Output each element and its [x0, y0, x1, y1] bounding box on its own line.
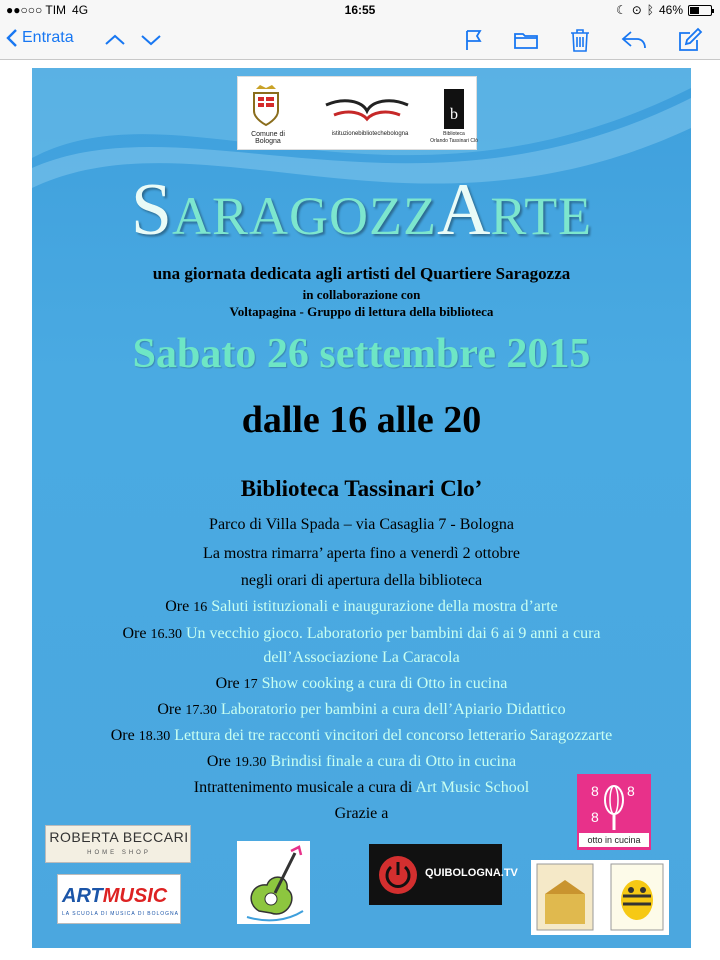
- program-text: Saluti istituzionali e inaugurazione della mostra d’arte: [211, 598, 558, 615]
- voltapagina-label: Voltapagina - Gruppo di lettura della biblioteca: [229, 304, 494, 319]
- sponsor-roberta-beccari: [45, 825, 191, 863]
- program-text: Un vecchio gioco. Laboratorio per bambini dai 6 ai 9 anni a cura: [185, 625, 601, 642]
- program-item: [32, 598, 691, 616]
- program-text: Show cooking a cura di Otto in cucina: [261, 675, 508, 692]
- logo-strip: [237, 76, 477, 150]
- library-address: Parco di Villa Spada – via Casaglia 7 - Bologna: [209, 516, 514, 533]
- biblioteca-b-logo-icon: [444, 89, 464, 129]
- back-label: Entrata: [22, 29, 74, 46]
- open-book-icon: [324, 95, 410, 125]
- program-item: [32, 701, 691, 719]
- event-date: Sabato 26 settembre 2015: [132, 331, 591, 377]
- program-time: Ore 16.30: [122, 625, 182, 642]
- battery-fill: [690, 7, 699, 14]
- program-text-continued: dell’Associazione La Caracola: [263, 649, 460, 666]
- program-item: [32, 753, 691, 771]
- exhibition-dates: La mostra rimarra’ aperta fino a venerdì 2 ottobre: [203, 545, 520, 562]
- program-time: Ore 17.30: [157, 701, 217, 718]
- biblioteca-logo-label-2: Orlando Tassinari Clò: [430, 138, 478, 144]
- program-item: [32, 727, 691, 745]
- program-item: [32, 675, 691, 693]
- guitar-icon: [237, 841, 310, 924]
- poster-title: [32, 168, 691, 253]
- trash-icon: [566, 27, 594, 53]
- compose-icon: [676, 27, 704, 53]
- flag-icon: [460, 27, 488, 53]
- whisk-icon: [587, 778, 641, 832]
- status-bar: [0, 0, 720, 20]
- moon-icon: ☾: [615, 3, 627, 17]
- bluetooth-icon: ᛒ: [646, 3, 654, 17]
- power-button-icon: [377, 854, 419, 896]
- program-text: Lettura dei tre racconti vincitori del concorso letterario Saragozzarte: [174, 727, 613, 744]
- rotation-lock-icon: ⊙: [631, 3, 642, 17]
- title-part-aragozz: ARAGOZZ: [171, 186, 437, 246]
- battery-percent: 46%: [658, 3, 683, 17]
- sponsor-guitar-logo: [237, 841, 310, 924]
- folder-icon: [512, 27, 540, 53]
- svg-text:8: 8: [591, 783, 599, 799]
- collaboration-label: in collaborazione con: [302, 287, 421, 302]
- previous-message-button[interactable]: [102, 28, 128, 52]
- back-button[interactable]: [6, 28, 74, 48]
- sponsor-otto-label: otto in cucina: [579, 833, 649, 847]
- next-message-button[interactable]: [138, 28, 164, 52]
- comune-label: Comune di Bologna: [251, 131, 285, 145]
- svg-text:b: b: [450, 106, 458, 123]
- reply-button[interactable]: [620, 27, 648, 53]
- thanks-label: Grazie a: [334, 805, 389, 822]
- exhibition-hours: negli orari di apertura della biblioteca: [240, 572, 483, 589]
- library-name: Biblioteca Tassinari Clo’: [240, 476, 483, 501]
- sponsor-apiario-didattico: [531, 860, 669, 935]
- sponsor-quibologna: [369, 844, 518, 905]
- title-letter-a: A: [436, 169, 491, 251]
- program-item: [32, 625, 691, 643]
- biblioteca-logo-label-1: Biblioteca: [443, 131, 465, 137]
- network-label: 4G: [72, 3, 89, 17]
- event-poster: [32, 68, 691, 948]
- program-text: Brindisi finale a cura di Otto in cucina: [270, 753, 517, 770]
- poster-subtitle: una giornata dedicata agli artisti del Quartiere Saragozza: [152, 264, 571, 283]
- coat-of-arms-icon: [248, 83, 284, 127]
- compose-button[interactable]: [676, 27, 704, 53]
- move-folder-button[interactable]: [512, 27, 540, 53]
- sponsor-beccari-name: ROBERTA BECCARI: [49, 829, 189, 845]
- svg-text:8: 8: [591, 809, 599, 825]
- event-hours: dalle 16 alle 20: [241, 399, 482, 441]
- program-time: Ore 18.30: [110, 727, 171, 744]
- svg-text:8: 8: [627, 783, 635, 799]
- status-right: [616, 3, 712, 17]
- trash-button[interactable]: [566, 27, 594, 53]
- chevron-down-icon: [138, 28, 164, 52]
- sponsor-otto-in-cucina: [577, 774, 651, 850]
- program-time: Ore 16: [165, 598, 208, 615]
- sponsor-art-music-school: [57, 874, 181, 924]
- sponsor-art-prefix: ART: [62, 885, 103, 907]
- music-school-name: Art Music School: [415, 779, 530, 796]
- apiario-illustration-icon: [531, 860, 669, 935]
- sponsor-art-music: MUSIC: [102, 885, 168, 907]
- title-letter-s: S: [130, 169, 172, 251]
- mail-toolbar: [0, 20, 720, 60]
- chevron-left-icon: [6, 28, 18, 48]
- battery-icon: [688, 5, 712, 16]
- chevron-up-icon: [102, 28, 128, 52]
- music-credit-prefix: Intrattenimento musicale a cura di: [193, 779, 413, 796]
- reply-icon: [620, 27, 648, 53]
- sponsor-quibologna-label: QUIBOLOGNA.TV: [425, 867, 518, 879]
- status-time: 16:55: [344, 3, 376, 17]
- sponsor-art-logo: [62, 885, 167, 908]
- istituzione-label: istituzionebibliotechebologna: [331, 131, 409, 137]
- title-part-rte: RTE: [490, 186, 593, 246]
- program-text: Laboratorio per bambini a cura dell’Apiario Didattico: [220, 701, 566, 718]
- program-time: Ore 17: [215, 675, 258, 692]
- sponsor-art-sub: LA SCUOLA DI MUSICA DI BOLOGNA: [62, 911, 179, 917]
- carrier-label: ●●○○○ TIM: [6, 3, 67, 17]
- sponsor-beccari-sub: HOME SHOP: [87, 850, 151, 856]
- flag-button[interactable]: [460, 27, 488, 53]
- program-time: Ore 19.30: [206, 753, 267, 770]
